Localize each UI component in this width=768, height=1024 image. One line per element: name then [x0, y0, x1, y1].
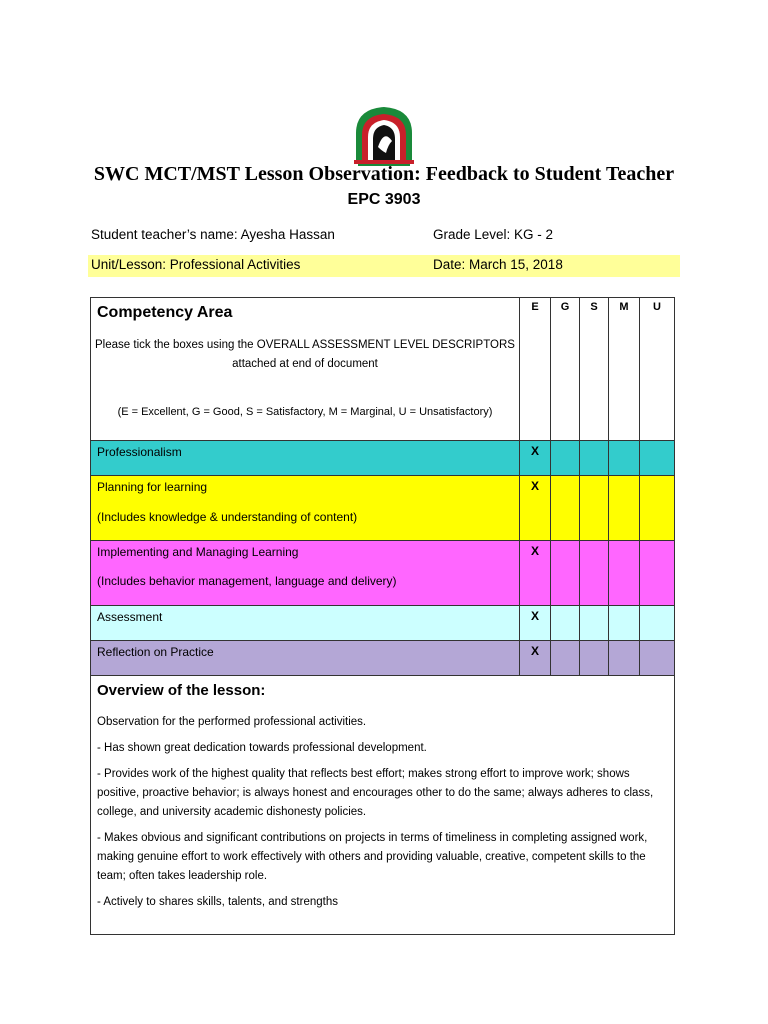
overview-paragraph: - Makes obvious and significant contributions on projects in terms of timeliness in completing assigned work, making genuine effort to work effectively with others and providing valuable, creative, competent skills to the team; often takes leadership role.: [97, 832, 648, 882]
column-header-u: U: [640, 298, 675, 441]
mark-g-cell[interactable]: [551, 541, 580, 606]
column-header-g: G: [551, 298, 580, 441]
mark-e-cell[interactable]: X: [520, 541, 551, 606]
mark-m-cell[interactable]: [609, 441, 640, 476]
table-row-professionalism: [91, 441, 675, 476]
row-label-cell: [91, 476, 520, 541]
mark-u-cell[interactable]: [640, 641, 675, 676]
mark-m-cell[interactable]: [609, 641, 640, 676]
mark-m-cell[interactable]: [609, 606, 640, 641]
mark-e-cell[interactable]: X: [520, 641, 551, 676]
row-label-cell: [91, 541, 520, 606]
mark-s-cell[interactable]: [580, 606, 609, 641]
mark-s-cell[interactable]: [580, 476, 609, 541]
mark-m-cell[interactable]: [609, 476, 640, 541]
rating-key: (E = Excellent, G = Good, S = Satisfactory, M = Marginal, U = Unsatisfactory): [117, 406, 493, 418]
mark-e-cell[interactable]: X: [520, 441, 551, 476]
mark-u-cell[interactable]: [640, 606, 675, 641]
mark-e-cell[interactable]: X: [520, 476, 551, 541]
course-code: EPC 3903: [347, 191, 421, 208]
row-sublabel: (Includes knowledge & understanding of content): [97, 510, 358, 524]
mark-u-cell[interactable]: [640, 476, 675, 541]
row-label: Reflection on Practice: [97, 645, 214, 659]
table-row-reflection: [91, 641, 675, 676]
row-label: Professionalism: [97, 445, 182, 459]
table-row-assessment: [91, 606, 675, 641]
mark-g-cell[interactable]: [551, 441, 580, 476]
grade-level: Grade Level: KG - 2: [433, 227, 554, 242]
assessment-instruction: Please tick the boxes using the OVERALL ASSESSMENT LEVEL DESCRIPTORS attached at end of document: [95, 339, 515, 370]
competency-heading: Competency Area: [97, 304, 233, 321]
student-name: Student teacher’s name: Ayesha Hassan: [91, 227, 335, 242]
lesson-date: Date: March 15, 2018: [433, 257, 563, 272]
overview-paragraph: - Actively to shares skills, talents, and strengths: [97, 896, 338, 908]
unit-lesson: Unit/Lesson: Professional Activities: [91, 257, 301, 272]
college-logo-icon: [348, 103, 420, 167]
mark-g-cell[interactable]: [551, 476, 580, 541]
overview-title: Overview of the lesson:: [97, 682, 266, 699]
page-title: SWC MCT/MST Lesson Observation: Feedback to Student Teacher: [93, 163, 675, 185]
table-header-row: [91, 298, 675, 441]
mark-s-cell[interactable]: [580, 641, 609, 676]
row-label: Assessment: [97, 610, 163, 624]
mark-u-cell[interactable]: [640, 541, 675, 606]
table-row-planning: [91, 476, 675, 541]
competency-header-cell: [91, 298, 520, 441]
row-label: Implementing and Managing Learning: [97, 545, 299, 559]
column-header-e: E: [520, 298, 551, 441]
table-row-implementing: [91, 541, 675, 606]
row-label-cell: [91, 606, 520, 641]
mark-m-cell[interactable]: [609, 541, 640, 606]
column-header-m: M: [609, 298, 640, 441]
overview-cell: [91, 676, 675, 935]
mark-s-cell[interactable]: [580, 541, 609, 606]
row-sublabel: (Includes behavior management, language and delivery): [97, 574, 397, 588]
row-label-cell: [91, 641, 520, 676]
overview-paragraph: Observation for the performed professional activities.: [97, 716, 367, 728]
overview-row: [91, 676, 675, 935]
competency-table: [90, 297, 675, 935]
column-header-s: S: [580, 298, 609, 441]
mark-g-cell[interactable]: [551, 606, 580, 641]
mark-u-cell[interactable]: [640, 441, 675, 476]
row-label: Planning for learning: [97, 480, 208, 494]
mark-s-cell[interactable]: [580, 441, 609, 476]
mark-g-cell[interactable]: [551, 641, 580, 676]
overview-paragraph: - Provides work of the highest quality that reflects best effort; makes strong effort to improve work; shows positive, proactive behavior; is always honest and encourages other to do the same; always adheres to class, college, and university academic dishonesty policies.: [97, 768, 654, 818]
row-label-cell: [91, 441, 520, 476]
mark-e-cell[interactable]: X: [520, 606, 551, 641]
overview-paragraph: - Has shown great dedication towards professional development.: [97, 742, 427, 754]
